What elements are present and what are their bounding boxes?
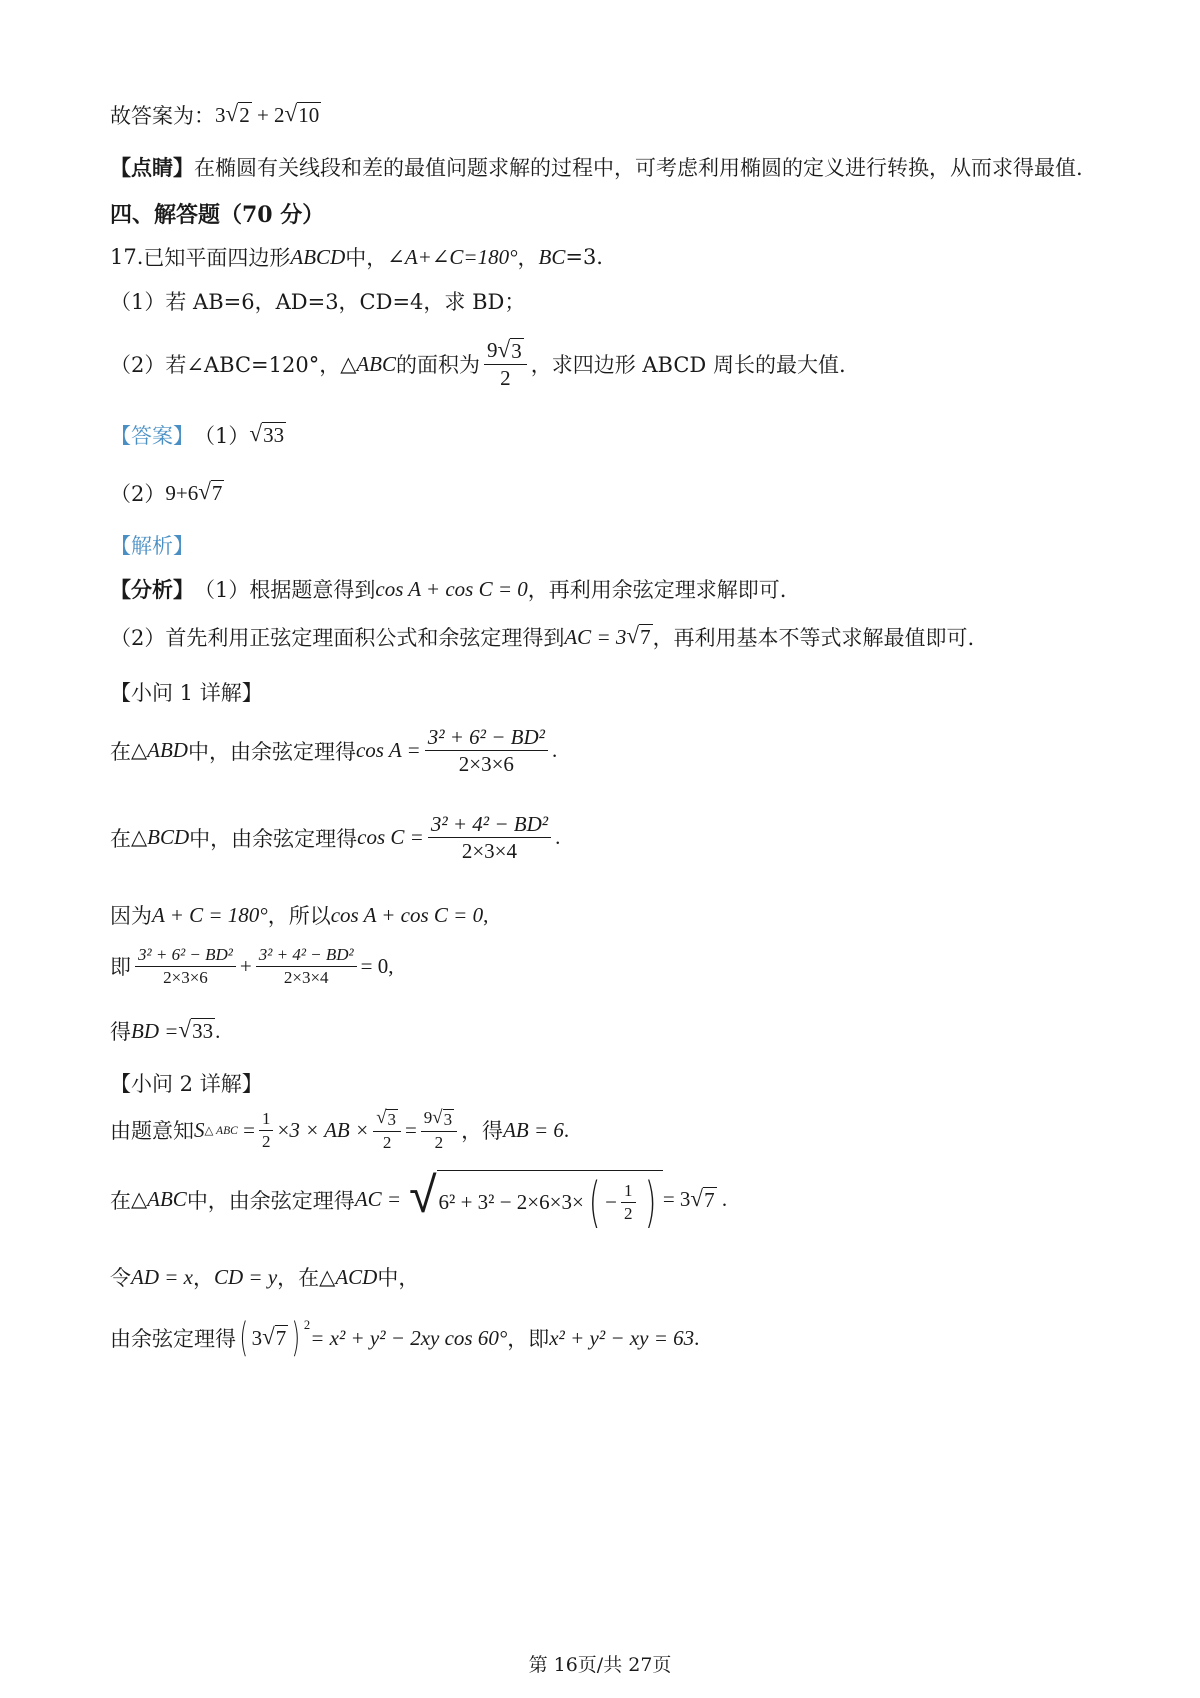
prev-answer-line: 故答案为： 3 √ 2 + 2 √ 10 [110,100,320,128]
angle-condition: ∠A+∠C=180° [387,244,518,269]
q1-line-4: 即 $\frac{\text{3² + 6² − BD²}}{2\times 3\times 6}$ + $\frac{\text{3² + 4² − BD²}}{2\times 3\times 4}$ = 0 , [110,945,394,987]
q1-line-1: 在 △ABD 中，由余弦定理得 cos A = $\frac{\text{3² + 6² − BD²}}{2\times 3\times 6}$ . [110,725,558,777]
q2-line-3: 令 AD = x ， CD = y ，在 △ACD 中， [110,1264,420,1290]
q1-title: 【小问 1 详解】 [110,681,263,705]
q2-title: 【小问 2 详解】 [110,1072,263,1096]
problem-stem: 17. 已知平面四边形 ABCD 中， ∠A+∠C=180° ， BC =3. [110,244,603,270]
answer-tag: 【答案】 [110,424,194,448]
cosC-fraction: $\frac{\text{3² + 4² − BD²}}{2\times 3\times 4}$ [428,812,551,863]
sqrt-10: √ 10 [284,100,320,128]
prev-answer-label: 故答案为： [110,104,215,128]
answer-sqrt-33: √ 33 [249,420,285,448]
page-footer: 第 16页/共 27页 [528,1654,672,1676]
q1-line-3: 因为 A + C = 180° ，所以 cos A + cos C = 0 , [110,902,489,928]
q1-line-5: 得 BD = √ 33 . [110,1016,221,1044]
cosA-fraction: $\frac{\text{3² + 6² − BD²}}{2\times 3\times 6}$ [425,725,548,776]
dianjing-line [110,152,1083,182]
fenxi-line-2: （2）首先利用正弦定理面积公式和余弦定理得到 AC = 3 √ 7 ，再利用基本不等式求解最值即可. [110,622,975,650]
q2-line-1: 由题意知 S △ ABC = $\frac{1}{2}$ × 3 × AB × √ 3 2 = 9 √ 3 2 ，得 AB = 6 . [110,1107,570,1152]
ac-big-sqrt: √ 6² + 3² − 2×6×3× ( − $\frac{1}{2}$ ) [409,1170,663,1230]
answer-line-1: 【答案】 （1） √ 33 [110,420,285,448]
dianjing-text: 在椭圆有关线段和差的最值问题求解的过程中，可考虑利用椭圆的定义进行转换，从而求得最值. [194,156,1083,180]
answer-line-2: （2） 9+6 √ 7 [110,478,223,506]
q1-line-2: 在 △BCD 中，由余弦定理得 cos C = $\frac{\text{3² + 4² − BD²}}{2\times 3\times 4}$ . [110,812,561,864]
jiexi-tag: 【解析】 [110,534,194,558]
dianjing-tag: 【点睛】 [110,155,194,180]
fenxi-line-1: 【分析】 （1）根据题意得到 cos A + cos C = 0 ，再利用余弦定理求解即可. [110,576,787,602]
q2-line-4: 由余弦定理得 ( 3 √ 7 ) $^2$ = x² + y² − 2xy cos 60° ，即 x² + y² − xy = 63 . [110,1315,700,1361]
sqrt-2: √ 2 [225,100,250,128]
q2-line-2: 在 △ABC 中，由余弦定理得 AC = √ 6² + 3² − 2×6×3× ( − $\frac{1}{2}$ ) = 3 √ 7 . [110,1166,728,1234]
area-fraction: 9 √ 3 2 [484,338,527,390]
problem-part1: （1）若 AB=6，AD=3，CD=4，求 BD； [110,290,526,314]
problem-part2: （2）若∠ABC=120°， △ABC 的面积为 9 √ 3 2 ，求四边形 ABCD 周长的最大值. [110,336,846,391]
section-title: 四、解答题（70 分） [110,202,325,228]
